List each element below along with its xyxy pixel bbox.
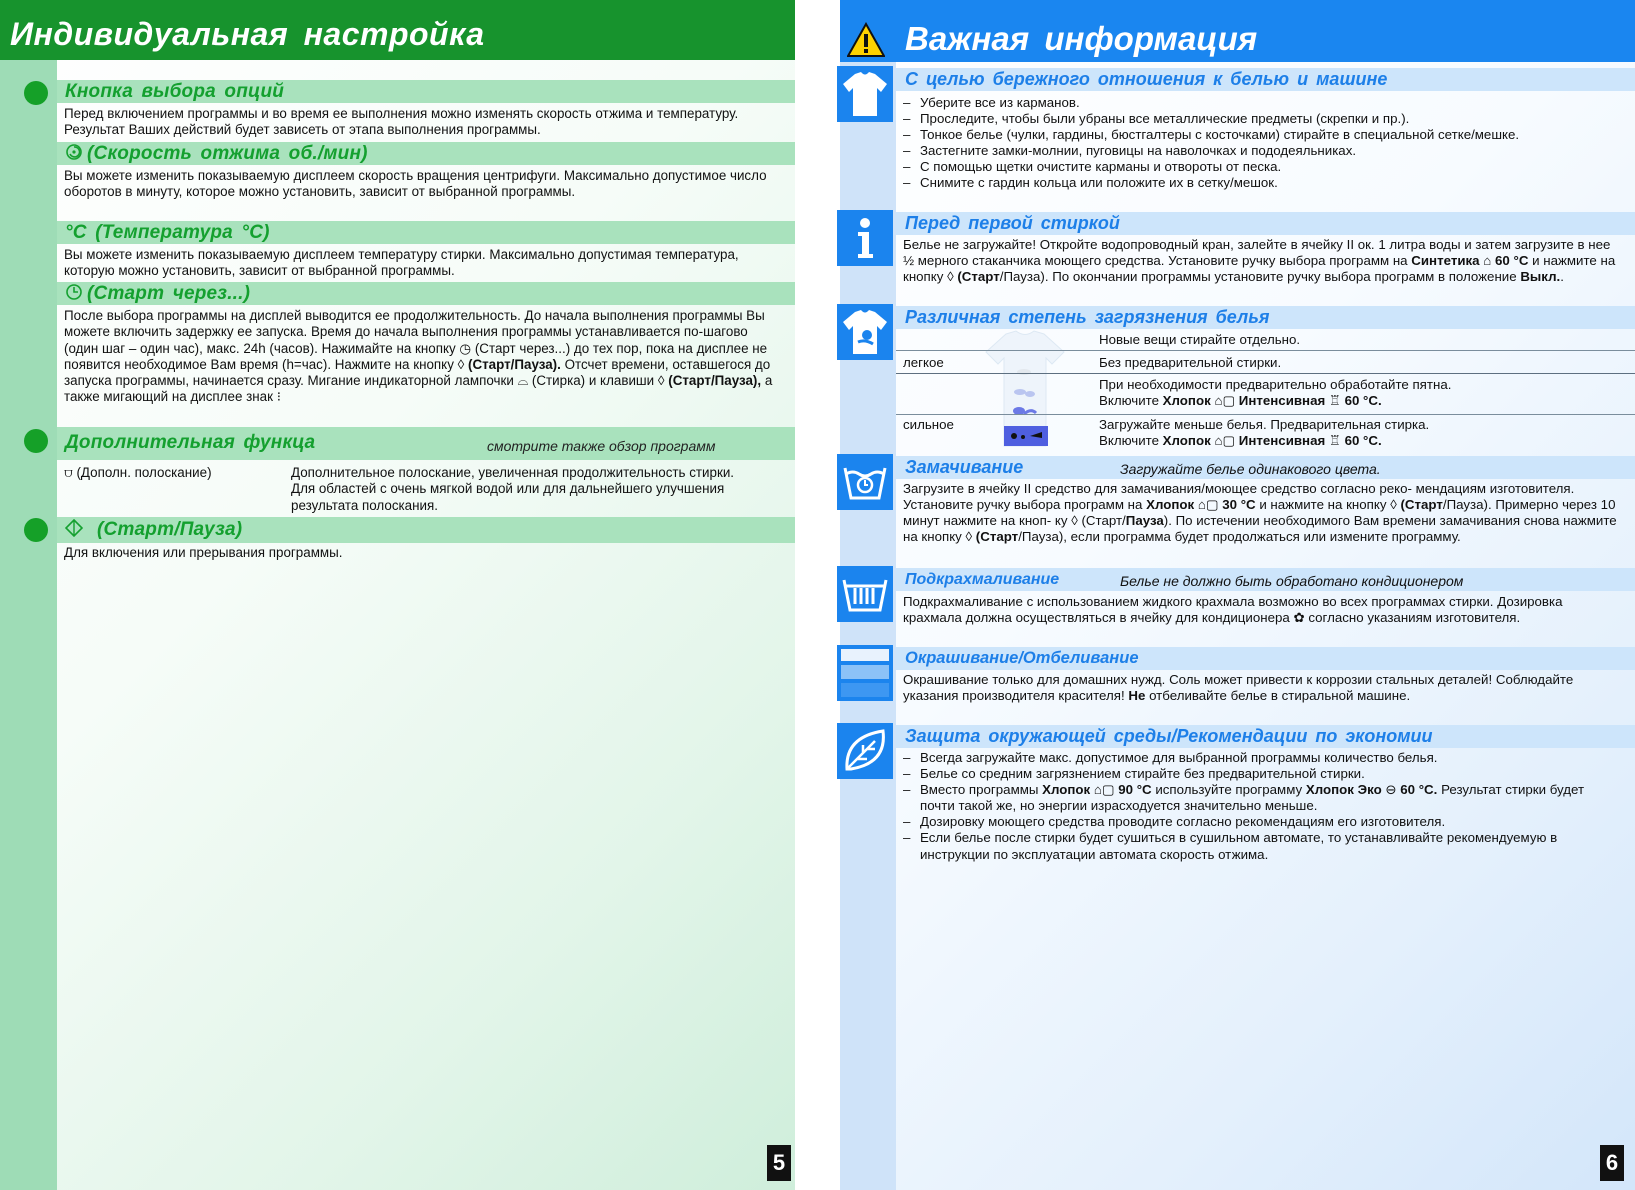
leaf-icon bbox=[837, 723, 893, 779]
spin-icon bbox=[65, 143, 83, 161]
warning-icon bbox=[847, 22, 885, 58]
tshirt-icon bbox=[837, 66, 893, 122]
page-number-left: 5 bbox=[767, 1145, 791, 1181]
soil-title: Различная степень загрязнения белья bbox=[905, 307, 1270, 327]
dye-section-header bbox=[896, 647, 1635, 670]
left-page-title: Индивидуальная настройка bbox=[10, 16, 485, 52]
spin-section-header bbox=[57, 142, 795, 165]
temp-title: °C (Температура °C) bbox=[65, 222, 270, 243]
eco-section-header bbox=[896, 725, 1635, 748]
section-bullet bbox=[24, 81, 48, 105]
delay-text: После выбора программы на дисплей выводится ее продолжительность. До начала выполнения программы Вы можете включить задержку ее запуска. Время до начала выполнения программы устанавливается по-шагово (один шаг – один час), макс. 24h (часов). Нажимайте на кнопку ◷ (Старт через...) до тех пор, пока на дисплее не появится необходимое Вам время (h=час). Нажмите на кнопку ◊ (Старт/Пауза). Отсчет времени, оставшегося до запуска программы, начинается сразу. Мигание индикаторной лампочки ⌓ (Стирка) и клавиши ◊ (Старт/Пауза), а также мигающий на дисплее знак ⁝ bbox=[64, 308, 773, 405]
temp-section-header bbox=[57, 221, 795, 244]
intensive-icon: ♖ bbox=[1328, 393, 1341, 409]
softener-icon: ✿ bbox=[1293, 610, 1305, 626]
intensive-icon: ♖ bbox=[1328, 433, 1341, 449]
soak-tub-icon bbox=[837, 454, 893, 510]
first-title: Перед первой стиркой bbox=[905, 213, 1120, 233]
extra-label: ⩌ (Дополн. полоскание) bbox=[64, 465, 212, 480]
rinse-icon: ⩌ bbox=[64, 465, 73, 480]
section-bullet bbox=[24, 518, 48, 542]
stained-shirt-icon bbox=[837, 304, 893, 360]
start-pause-icon: ◊ bbox=[457, 356, 465, 372]
starch-title: Подкрахмаливание bbox=[905, 571, 1060, 588]
cotton-icon: ⌂▢ bbox=[1093, 782, 1115, 798]
soil-section-header bbox=[896, 306, 1635, 329]
spin-title: (Скорость отжима об./мин) bbox=[87, 143, 368, 164]
soil-row: Новые вещи стирайте отдельно. bbox=[896, 330, 1635, 351]
options-section-header bbox=[57, 80, 795, 103]
start-pause-icon: ◊ bbox=[657, 373, 665, 389]
starch-tub-icon bbox=[837, 566, 893, 622]
list-item: – Если белье после стирки будет сушиться в сушильном автомате, то устанавливайте рекомендуемую в инструкции по эксплуатации автомата скорость отжима. bbox=[903, 830, 1620, 862]
soak-title: Замачивание bbox=[905, 457, 1024, 477]
soil-row: При необходимости предварительно обработайте пятна. Включите Хлопок ⌂▢ Интенсивная ♖ 60 °C. bbox=[896, 375, 1635, 415]
clock-icon bbox=[65, 283, 83, 301]
starch-section-header bbox=[896, 568, 1635, 591]
list-item: – Уберите все из карманов. bbox=[903, 95, 1620, 111]
start-pause-icon: ◊ bbox=[1390, 497, 1397, 513]
synthetics-icon: ⌂ bbox=[1483, 253, 1492, 269]
soak-section-header bbox=[896, 456, 1635, 479]
list-item: – Вместо программы Хлопок ⌂▢ 90 °C используйте программу Хлопок Эко ⊖ 60 °C. Результат стирки будет почти такой же, но энергии израсходуется значительно меньше. bbox=[903, 782, 1620, 814]
list-item: – Дозировку моющего средства проводите согласно рекомендациям его изготовителя. bbox=[903, 814, 1620, 830]
starch-note: Белье не должно быть обработано кондиционером bbox=[1120, 573, 1464, 589]
extra-note: смотрите также обзор программ bbox=[487, 438, 716, 454]
list-item: – Снимите с гардин кольца или положите их в сетку/мешок. bbox=[903, 175, 1620, 191]
first-section-header bbox=[896, 212, 1635, 235]
page-number-right: 6 bbox=[1600, 1145, 1624, 1181]
info-icon bbox=[837, 210, 893, 266]
cotton-icon: ⌂▢ bbox=[1197, 497, 1219, 513]
extra-title: Дополнительная функца bbox=[65, 432, 316, 453]
care-list bbox=[903, 95, 1620, 192]
list-item: – Застегните замки-молнии, пуговицы на наволочках и пододеяльниках. bbox=[903, 143, 1620, 159]
eco-title: Защита окружающей среды/Рекомендации по экономии bbox=[905, 726, 1433, 746]
soak-note: Загружайте белье одинакового цвета. bbox=[1120, 461, 1381, 477]
cotton-icon: ⌂▢ bbox=[1214, 393, 1236, 409]
dye-bars-icon bbox=[837, 645, 893, 701]
start-title: (Старт/Пауза) bbox=[97, 519, 243, 540]
extra-section-header bbox=[57, 427, 795, 460]
care-section-header bbox=[896, 68, 1635, 91]
eco-list bbox=[903, 750, 1620, 863]
start-section-header bbox=[57, 517, 795, 543]
dye-text: Окрашивание только для домашних нужд. Соль может привести к коррозии стальных деталей! Соблюдайте указания производителя красителя! Не отбеливайте белье в стиральной машине. bbox=[903, 672, 1574, 704]
eco-icon: ⊖ bbox=[1385, 782, 1397, 798]
starch-text: Подкрахмаливание с использованием жидкого крахмала возможно во всех программах стирки. Дозировка крахмала должна осуществляться в ячейку для кондиционера ✿ согласно указаниям изготовителя. bbox=[903, 594, 1563, 626]
start-text: Для включения или прерывания программы. bbox=[64, 545, 343, 560]
first-text: Белье не загружайте! Откройте водопроводный кран, залейте в ячейку II ок. 1 литра воды и затем загрузите в нее ½ мерного стаканчика моющего средства. Установите ручку выбора программ на Синтетика ⌂ 60 °C и нажмите на кнопку ◊ (Старт/Пауза). По окончании программы установите ручку выбора программ в положение Выкл.. bbox=[903, 237, 1616, 285]
right-page-title: Важная информация bbox=[905, 20, 1258, 57]
list-item: – С помощью щетки очистите карманы и отвороты от песка. bbox=[903, 159, 1620, 175]
options-text: Перед включением программы и во время ее выполнения можно изменять скорость отжима и температуру. Результат Ваших действий будет зависеть от этапа выполнения программы. bbox=[64, 106, 739, 138]
list-item: – Тонкое белье (чулки, гардины, бюстгалтеры с косточками) стирайте в специальной сетке/мешке. bbox=[903, 127, 1620, 143]
wash-icon: ⌓ bbox=[517, 373, 529, 389]
spin-text: Вы можете изменить показываемую дисплеем скорость вращения центрифуги. Максимально допустимое число оборотов в минуту, которое можно установить, зависит от выбранной программы. bbox=[64, 168, 767, 200]
left-header bbox=[0, 0, 795, 60]
indicator-icon: ⁝ bbox=[276, 389, 281, 405]
start-pause-icon: ◊ bbox=[947, 269, 954, 285]
list-item: – Всегда загружайте макс. допустимое для выбранной программы количество белья. bbox=[903, 750, 1620, 766]
soil-row: легкое Без предварительной стирки. bbox=[896, 352, 1635, 374]
delay-title: (Старт через...) bbox=[87, 283, 251, 304]
start-pause-icon: ◊ bbox=[1071, 513, 1078, 529]
clock-icon: ◷ bbox=[459, 340, 472, 356]
dye-title: Окрашивание/Отбеливание bbox=[905, 649, 1139, 667]
care-title: С целью бережного отношения к белью и машине bbox=[905, 69, 1388, 89]
delay-section-header bbox=[57, 282, 795, 305]
list-item: – Белье со средним загрязнением стирайте без предварительной стирки. bbox=[903, 766, 1620, 782]
temp-text: Вы можете изменить показываемую дисплеем температуру стирки. Максимально допустимая температура, которую можно установить, зависит от выбранной программы. bbox=[64, 247, 739, 279]
left-margin-strip bbox=[0, 60, 57, 1190]
list-item: – Проследите, чтобы были убраны все металлические предметы (скрепки и пр.). bbox=[903, 111, 1620, 127]
soak-text: Загрузите в ячейку II средство для замачивания/моющее средство согласно реко- мендациям изготовителя. Установите ручку выбора программ на Хлопок ⌂▢ 30 °C и нажмите на кнопку ◊ (Старт/Пауза). Примерно через 10 минут нажмите на кноп- ку ◊ (Старт/Пауза). По истечении необходимого Вам времени замачивания снова нажмите на кнопку ◊ (Старт/Пауза), если программа будет продолжаться или измените программу. bbox=[903, 481, 1617, 545]
start-pause-icon bbox=[65, 519, 83, 537]
section-bullet bbox=[24, 429, 48, 453]
start-pause-icon: ◊ bbox=[965, 529, 973, 545]
cotton-icon: ⌂▢ bbox=[1214, 433, 1236, 449]
soil-row: сильное Загружайте меньше белья. Предварительная стирка. Включите Хлопок ⌂▢ Интенсивная ♖ 60 °C. bbox=[903, 417, 1430, 449]
extra-text: Дополнительное полоскание, увеличенная продолжительность стирки. Для областей с очень мягкой водой или для дальнейшего улучшения результата полоскания. bbox=[291, 465, 735, 513]
options-title: Кнопка выбора опций bbox=[65, 81, 285, 102]
